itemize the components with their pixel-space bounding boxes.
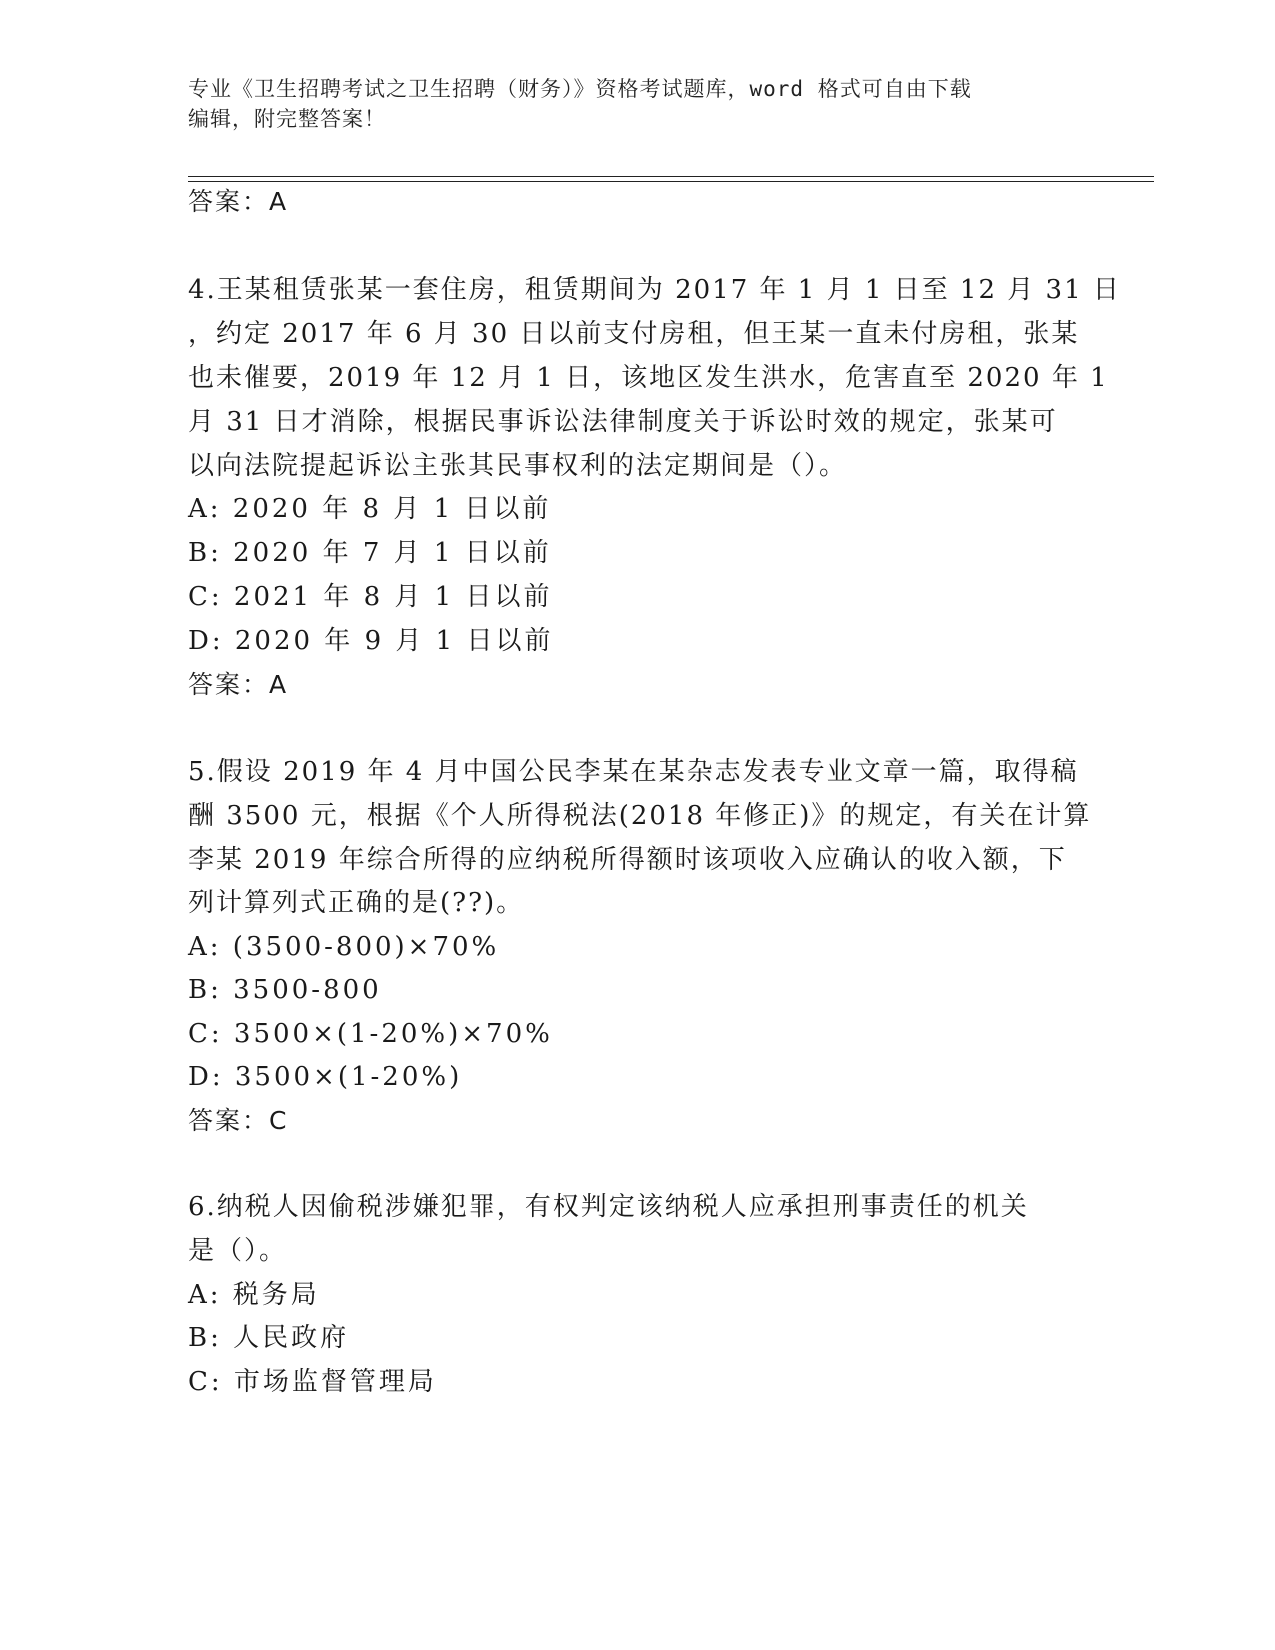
q5-option-c: C: 3500×(1-20%)×70% bbox=[188, 1019, 553, 1049]
q5-text-line: 酬 3500 元，根据《个人所得税法(2018 年修正)》的规定，有关在计算 bbox=[188, 801, 1092, 831]
q6-text-line: 6.纳税人因偷税涉嫌犯罪，有权判定该纳税人应承担刑事责任的机关 bbox=[188, 1192, 1029, 1222]
q4-option-c: C: 2021 年 8 月 1 日以前 bbox=[188, 582, 553, 612]
header-line-1: 专业《卫生招聘考试之卫生招聘（财务）》资格考试题库，word 格式可自由下载 bbox=[188, 77, 972, 101]
document-header bbox=[188, 74, 1068, 134]
header-divider-bottom bbox=[188, 181, 1154, 182]
q4-option-b: B: 2020 年 7 月 1 日以前 bbox=[188, 538, 552, 568]
q4-text-line: ，约定 2017 年 6 月 30 日以前支付房租，但王某一直未付房租，张某 bbox=[188, 319, 1080, 349]
q5-option-a: A: (3500-800)×70% bbox=[188, 932, 500, 962]
q4-text-line: 4.王某租赁张某一套住房，租赁期间为 2017 年 1 月 1 日至 12 月 31 日 bbox=[188, 275, 1121, 305]
q4-option-a: A: 2020 年 8 月 1 日以前 bbox=[188, 494, 552, 524]
previous-answer: 答案：A bbox=[188, 187, 289, 216]
q6-option-a: A: 税务局 bbox=[188, 1280, 320, 1310]
q4-text-line: 月 31 日才消除，根据民事诉讼法律制度关于诉讼时效的规定，张某可 bbox=[188, 407, 1058, 437]
header-line-2: 编辑，附完整答案！ bbox=[188, 107, 386, 131]
q6-option-b: B: 人民政府 bbox=[188, 1323, 350, 1353]
q5-answer: 答案：C bbox=[188, 1106, 289, 1135]
q6-option-c: C: 市场监督管理局 bbox=[188, 1367, 437, 1397]
header-divider-top bbox=[188, 176, 1154, 177]
q6-text-line: 是（）。 bbox=[188, 1236, 288, 1266]
q5-text-line: 列计算列式正确的是(??)。 bbox=[188, 888, 525, 918]
q4-answer: 答案：A bbox=[188, 670, 289, 699]
q5-option-b: B: 3500-800 bbox=[188, 975, 382, 1005]
q5-text-line: 5.假设 2019 年 4 月中国公民李某在某杂志发表专业文章一篇，取得稿 bbox=[188, 757, 1079, 787]
q5-text-line: 李某 2019 年综合所得的应纳税所得额时该项收入应确认的收入额，下 bbox=[188, 845, 1067, 875]
q4-text-line: 也未催要，2019 年 12 月 1 日，该地区发生洪水，危害直至 2020 年 1 bbox=[188, 363, 1109, 393]
q4-text-line: 以向法院提起诉讼主张其民事权利的法定期间是（）。 bbox=[188, 451, 848, 481]
q5-option-d: D: 3500×(1-20%) bbox=[188, 1062, 463, 1092]
q4-option-d: D: 2020 年 9 月 1 日以前 bbox=[188, 626, 554, 656]
